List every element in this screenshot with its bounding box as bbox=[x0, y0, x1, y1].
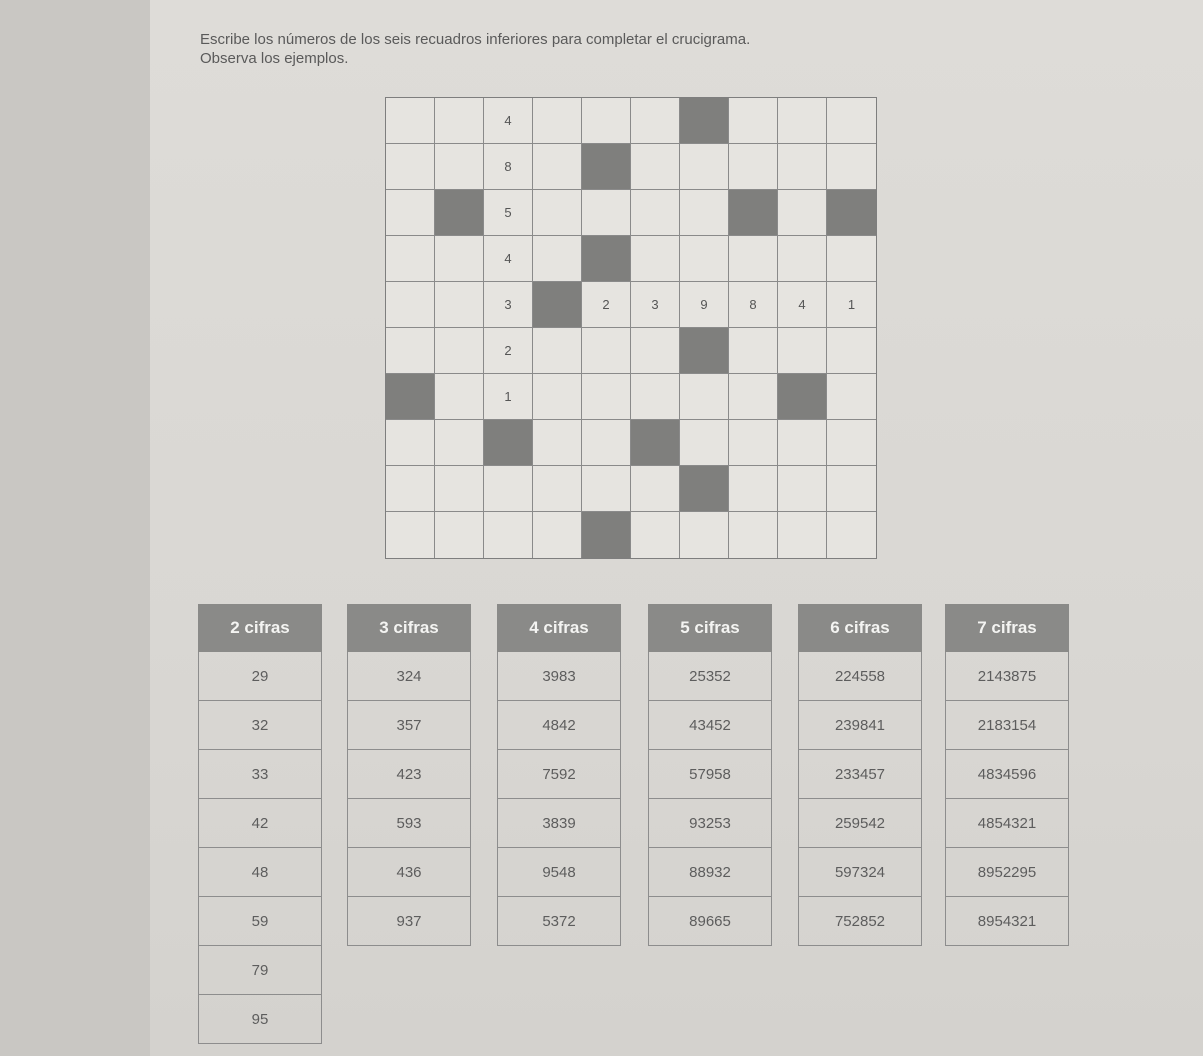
table-header: 7 cifras bbox=[945, 604, 1069, 652]
crossword-cell[interactable]: 3 bbox=[631, 282, 680, 328]
table-cell: 3839 bbox=[498, 799, 620, 848]
crossword-black-cell bbox=[827, 190, 876, 236]
crossword-cell[interactable] bbox=[778, 328, 827, 374]
crossword-cell[interactable] bbox=[386, 236, 435, 282]
crossword-cell[interactable] bbox=[435, 328, 484, 374]
crossword-cell[interactable] bbox=[778, 144, 827, 190]
table-cell: 48 bbox=[199, 848, 321, 897]
instructions bbox=[200, 30, 750, 68]
crossword-cell[interactable] bbox=[435, 144, 484, 190]
crossword-cell[interactable] bbox=[631, 98, 680, 144]
instruction-line-2: Observa los ejemplos. bbox=[200, 50, 349, 67]
crossword-black-cell bbox=[582, 512, 631, 558]
table-cell: 2183154 bbox=[946, 701, 1068, 750]
crossword-black-cell bbox=[680, 328, 729, 374]
crossword-cell[interactable] bbox=[484, 466, 533, 512]
crossword-black-cell bbox=[631, 420, 680, 466]
table-5-digits bbox=[648, 604, 772, 946]
table-cell: 33 bbox=[199, 750, 321, 799]
table-cell: 5372 bbox=[498, 897, 620, 946]
crossword-cell[interactable] bbox=[827, 328, 876, 374]
crossword-cell[interactable] bbox=[533, 466, 582, 512]
crossword-cell[interactable] bbox=[827, 466, 876, 512]
crossword-cell[interactable] bbox=[729, 374, 778, 420]
crossword-cell[interactable] bbox=[827, 144, 876, 190]
crossword-cell[interactable]: 4 bbox=[484, 236, 533, 282]
crossword-black-cell bbox=[484, 420, 533, 466]
crossword-cell[interactable] bbox=[631, 236, 680, 282]
crossword-black-cell bbox=[582, 144, 631, 190]
crossword-cell[interactable] bbox=[778, 236, 827, 282]
crossword-cell[interactable] bbox=[631, 190, 680, 236]
table-7-digits bbox=[945, 604, 1069, 946]
crossword-cell[interactable] bbox=[680, 420, 729, 466]
crossword-cell[interactable] bbox=[484, 512, 533, 558]
crossword-cell[interactable]: 1 bbox=[827, 282, 876, 328]
table-cell: 233457 bbox=[799, 750, 921, 799]
table-header: 5 cifras bbox=[648, 604, 772, 652]
crossword-cell[interactable] bbox=[680, 236, 729, 282]
table-cell: 239841 bbox=[799, 701, 921, 750]
crossword-cell[interactable] bbox=[729, 420, 778, 466]
crossword-cell[interactable] bbox=[582, 374, 631, 420]
crossword-cell[interactable] bbox=[386, 144, 435, 190]
crossword-cell[interactable] bbox=[582, 420, 631, 466]
table-cell: 88932 bbox=[649, 848, 771, 897]
crossword-cell[interactable] bbox=[386, 420, 435, 466]
crossword-cell[interactable] bbox=[729, 98, 778, 144]
crossword-cell[interactable] bbox=[435, 374, 484, 420]
crossword-cell[interactable] bbox=[680, 190, 729, 236]
crossword-cell[interactable] bbox=[533, 144, 582, 190]
table-body bbox=[497, 652, 621, 946]
table-cell: 95 bbox=[199, 995, 321, 1044]
crossword-cell[interactable] bbox=[582, 98, 631, 144]
crossword-cell[interactable] bbox=[435, 98, 484, 144]
table-6-digits bbox=[798, 604, 922, 946]
table-header: 4 cifras bbox=[497, 604, 621, 652]
crossword-cell[interactable] bbox=[435, 236, 484, 282]
crossword-cell[interactable] bbox=[729, 328, 778, 374]
crossword-cell[interactable] bbox=[631, 512, 680, 558]
table-cell: 593 bbox=[348, 799, 470, 848]
table-3-digits bbox=[347, 604, 471, 946]
crossword-cell[interactable] bbox=[778, 466, 827, 512]
crossword-cell[interactable] bbox=[533, 512, 582, 558]
table-cell: 89665 bbox=[649, 897, 771, 946]
table-body bbox=[198, 652, 322, 1044]
table-cell: 7592 bbox=[498, 750, 620, 799]
crossword-cell[interactable] bbox=[533, 98, 582, 144]
table-cell: 597324 bbox=[799, 848, 921, 897]
crossword-cell[interactable] bbox=[533, 236, 582, 282]
crossword-cell[interactable]: 8 bbox=[484, 144, 533, 190]
crossword-cell[interactable]: 1 bbox=[484, 374, 533, 420]
crossword-cell[interactable] bbox=[680, 374, 729, 420]
crossword-cell[interactable]: 3 bbox=[484, 282, 533, 328]
crossword-cell[interactable]: 4 bbox=[484, 98, 533, 144]
crossword-cell[interactable] bbox=[386, 190, 435, 236]
crossword-cell[interactable] bbox=[827, 236, 876, 282]
table-cell: 4834596 bbox=[946, 750, 1068, 799]
crossword-cell[interactable] bbox=[729, 144, 778, 190]
crossword-cell[interactable] bbox=[386, 328, 435, 374]
crossword-cell[interactable] bbox=[582, 466, 631, 512]
crossword-black-cell bbox=[435, 190, 484, 236]
table-cell: 436 bbox=[348, 848, 470, 897]
crossword-black-cell bbox=[533, 282, 582, 328]
crossword-cell[interactable]: 2 bbox=[582, 282, 631, 328]
crossword-cell[interactable] bbox=[778, 420, 827, 466]
table-cell: 32 bbox=[199, 701, 321, 750]
table-cell: 324 bbox=[348, 652, 470, 701]
crossword-cell[interactable] bbox=[827, 420, 876, 466]
table-cell: 3983 bbox=[498, 652, 620, 701]
crossword-cell[interactable] bbox=[582, 190, 631, 236]
crossword-cell[interactable] bbox=[533, 420, 582, 466]
crossword-cell[interactable]: 9 bbox=[680, 282, 729, 328]
crossword-cell[interactable] bbox=[680, 144, 729, 190]
table-cell: 79 bbox=[199, 946, 321, 995]
crossword-cell[interactable] bbox=[386, 466, 435, 512]
crossword-cell[interactable] bbox=[778, 98, 827, 144]
crossword-cell[interactable] bbox=[386, 98, 435, 144]
crossword-cell[interactable] bbox=[631, 466, 680, 512]
crossword-cell[interactable]: 5 bbox=[484, 190, 533, 236]
crossword-cell[interactable] bbox=[435, 420, 484, 466]
crossword-cell[interactable]: 4 bbox=[778, 282, 827, 328]
crossword-cell[interactable]: 2 bbox=[484, 328, 533, 374]
crossword-cell[interactable] bbox=[631, 144, 680, 190]
crossword-cell[interactable] bbox=[533, 328, 582, 374]
table-cell: 259542 bbox=[799, 799, 921, 848]
table-body bbox=[798, 652, 922, 946]
crossword-cell[interactable] bbox=[582, 328, 631, 374]
crossword-cell[interactable] bbox=[729, 466, 778, 512]
table-cell: 8952295 bbox=[946, 848, 1068, 897]
table-body bbox=[347, 652, 471, 946]
crossword-cell[interactable] bbox=[778, 512, 827, 558]
table-2-digits bbox=[198, 604, 322, 1044]
table-cell: 57958 bbox=[649, 750, 771, 799]
crossword-black-cell bbox=[582, 236, 631, 282]
crossword-cell[interactable] bbox=[435, 282, 484, 328]
table-cell: 93253 bbox=[649, 799, 771, 848]
table-cell: 25352 bbox=[649, 652, 771, 701]
crossword-black-cell bbox=[729, 190, 778, 236]
table-cell: 8954321 bbox=[946, 897, 1068, 946]
crossword-black-cell bbox=[680, 98, 729, 144]
table-body bbox=[648, 652, 772, 946]
table-body bbox=[945, 652, 1069, 946]
table-cell: 42 bbox=[199, 799, 321, 848]
crossword-cell[interactable] bbox=[680, 512, 729, 558]
crossword-cell[interactable] bbox=[631, 328, 680, 374]
table-header: 3 cifras bbox=[347, 604, 471, 652]
crossword-cell[interactable] bbox=[827, 98, 876, 144]
crossword-cell[interactable] bbox=[827, 374, 876, 420]
table-cell: 357 bbox=[348, 701, 470, 750]
table-cell: 752852 bbox=[799, 897, 921, 946]
crossword-cell[interactable] bbox=[827, 512, 876, 558]
table-cell: 4842 bbox=[498, 701, 620, 750]
crossword-cell[interactable] bbox=[386, 282, 435, 328]
crossword-black-cell bbox=[386, 374, 435, 420]
crossword-cell[interactable] bbox=[778, 190, 827, 236]
crossword-black-cell bbox=[778, 374, 827, 420]
table-header: 6 cifras bbox=[798, 604, 922, 652]
table-cell: 29 bbox=[199, 652, 321, 701]
crossword-cell[interactable] bbox=[729, 512, 778, 558]
crossword-cell[interactable] bbox=[435, 466, 484, 512]
crossword-cell[interactable] bbox=[631, 374, 680, 420]
crossword-grid bbox=[385, 97, 877, 559]
table-4-digits bbox=[497, 604, 621, 946]
table-cell: 224558 bbox=[799, 652, 921, 701]
table-cell: 9548 bbox=[498, 848, 620, 897]
table-header: 2 cifras bbox=[198, 604, 322, 652]
table-cell: 937 bbox=[348, 897, 470, 946]
table-cell: 2143875 bbox=[946, 652, 1068, 701]
crossword-cell[interactable] bbox=[435, 512, 484, 558]
table-cell: 59 bbox=[199, 897, 321, 946]
crossword-cell[interactable] bbox=[386, 512, 435, 558]
crossword-cell[interactable] bbox=[533, 190, 582, 236]
table-cell: 423 bbox=[348, 750, 470, 799]
crossword-black-cell bbox=[680, 466, 729, 512]
crossword-cell[interactable]: 8 bbox=[729, 282, 778, 328]
crossword-cell[interactable] bbox=[533, 374, 582, 420]
table-cell: 4854321 bbox=[946, 799, 1068, 848]
instruction-line-1: Escribe los números de los seis recuadros inferiores para completar el crucigrama. bbox=[200, 31, 751, 48]
table-cell: 43452 bbox=[649, 701, 771, 750]
crossword-cell[interactable] bbox=[729, 236, 778, 282]
